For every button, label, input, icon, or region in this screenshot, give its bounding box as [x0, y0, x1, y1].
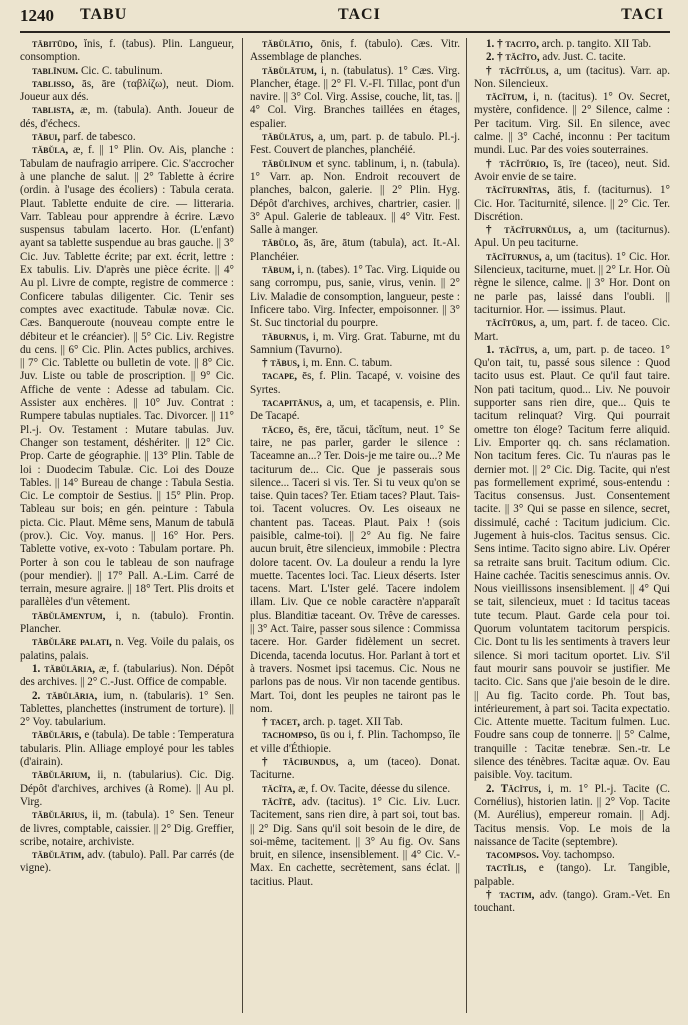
entry-headword: tăcĭturnus, — [486, 250, 542, 263]
entry-headword: tăbŭlātim, — [32, 849, 85, 862]
entry-headword: † tăcibundus, — [262, 756, 339, 769]
entry-definition: ūs ou i, f. Plin. Tachompso, île et ville d'Éthiopie. — [250, 729, 460, 755]
dictionary-entry — [250, 131, 460, 158]
entry-headword: tăcĭtē, — [262, 795, 296, 808]
entry-headword: tacompsos. — [486, 849, 539, 862]
entry-definition: a, um (taceo). Donat. Taciturne. — [250, 756, 460, 782]
guide-word-left: TABU — [80, 6, 128, 23]
entry-definition: arch. p. taget. XII Tab. — [302, 716, 403, 729]
entry-definition: adv. (tabulo). Pall. Par carrés (de vigne). — [20, 849, 234, 875]
guide-word-center: TACI — [338, 6, 381, 23]
dictionary-entry — [20, 131, 234, 144]
dictionary-entry — [20, 610, 234, 637]
entry-definition: i, n. (tacitus). 1° Ov. Secret, mystère, confidence. || 2° Silence, calme : Per tacitum. Virg. Sil. En silence, avec calme. || 3° Caché, inconnu : Per tacitum mundi. Luc. Par des voies souterraines. — [474, 91, 670, 157]
entry-headword: tacapitānus, — [262, 397, 322, 410]
column-left — [20, 38, 234, 1018]
entry-headword: tăbŭlārius, — [32, 809, 88, 822]
entry-definition: i, m. Virg. Grat. Taburne, mt du Samnium (Tavurno). — [250, 330, 460, 356]
entry-definition: n. Veg. Voile du palais, os palatins, palais. — [20, 636, 234, 662]
entry-definition: a, um (taciturnus). Apul. Un peu taciturne. — [474, 224, 670, 250]
dictionary-entry — [474, 251, 670, 317]
entry-headword: tablista, — [32, 104, 75, 117]
entry-definition: ēs, f. Plin. Tacapé, v. voisine des Syrtes. — [250, 370, 460, 396]
dictionary-entry — [20, 65, 234, 78]
entry-definition: ium, n. (tabularis). 1° Sen. Tablettes, planchettes (instrument de torture). || 2° Voy. tabularium. — [20, 689, 234, 729]
entry-definition: æ, m. (tabula). Anth. Joueur de dés, d'échecs. — [20, 104, 234, 130]
dictionary-entry — [250, 264, 460, 330]
dictionary-entry — [474, 344, 670, 783]
entry-definition: a, um, et tacapensis, e. Plin. De Tacapé. — [250, 397, 460, 423]
entry-headword: 2. † tăcĭto, — [486, 51, 540, 64]
dictionary-entry — [250, 716, 460, 729]
column-center — [250, 38, 460, 1018]
dictionary-entry — [250, 756, 460, 783]
page-header — [20, 6, 670, 32]
entry-headword: tăbŭlātus, — [262, 131, 314, 144]
entry-definition: æ, f. || 1° Plin. Ov. Ais, planche : Tabulam de naufragio arripere. Cic. S'accrocher à une planche de salut. || 2° Tablette à écrire (ordin. à l'usage des écoliers) : Tabula cerata. Plaut. Tablette enduite de cire. — litteraria. Varr. Tableau pour apprendre à écrire. Lævo suspensus tabulam lacerto. Hor. (L'enfant) ayant sa tablette suspendue au bras gauche. || 3° Cic. Juv. Tablette écrite; par ext. écrit, lettre : Ex tabulis. Liv. D'après une pièce écrite. || 4° Au pl. Livre de compte, registre de commerce : Conficere tabulas diligenter. Cic. Tenir ses comptes avec exactitude. Tabulæ novæ. Cic. Cæs. Banqueroute (nouveau compte entre le débiteur et le créancier). || 5° Cic. Liv. Registre du cens. || 6° Cic. Plin. Actes publics, archives. || 7° Cic. Tablette ou bulletin de vote. || 8° Cic. Juv. Liste ou table de proscription. || 9° Cic. Affiche de vente : Adesse ad tabulam. Cic. Assister aux enchères. || 10° Juv. Contrat : Rumpere tabulas nuptiales. Tac. Divorcer. || 11° Pl.-j. Ov. Testament : Mutare tabulas. Juv. Changer son testament, déshériter. || 12° Cic. Prop. Carte de géographie. || 13° Plin. Table de loi : Duodecim Tabulæ. Cic. Loi des Douze Tables. || 14° Bureau de change : Tabula Sestia. Cic. Le comptoir de Sestius. || 15° Plin. Prop. Tableau sur bois; en gén. peinture : Tabula picta. Cic. Plaut. Même sens, Manum de tabulā (prov.). Cic. Voy. manus. || 16° Hor. Pers. Tablette votive, ex-voto : Tabulam portare. Ph. Porter à son cou le tableau de son naufrage (pour mendier). || 17° Pall. A.-Lim. Carré de terrain, mesure agraire. || 18° Tert. Plis droits et parallèles d'un vêtement. — [20, 144, 234, 609]
entry-headword: 2. tăbŭlāria, — [32, 689, 98, 702]
header-rule — [20, 31, 670, 33]
entry-headword: tactĭlis, — [486, 862, 527, 875]
entry-headword: tăburnus, — [262, 330, 309, 343]
entry-headword: tăbŭlāris, — [32, 729, 82, 742]
dictionary-entry — [20, 809, 234, 849]
entry-headword: tābitūdo, — [32, 38, 78, 50]
entry-definition: a, um, part. p. de tabulo. Pl.-j. Fest. Couvert de planches, planchéié. — [250, 131, 460, 157]
entry-definition: ōnis, f. (tabulo). Cæs. Vitr. Assemblage de planches. — [250, 38, 460, 64]
entry-headword: 1. tăcĭtus, — [486, 343, 538, 356]
entry-definition: i, m. 1° Pl.-j. Tacite (C. Cornélius), historien latin. || 2° Vop. Tacite (M. Aurélius), empereur romain. || Adj. Tacitus mensis. Vop. Le mois de la naissance de Tacite (septembre). — [474, 782, 670, 848]
dictionary-entry — [20, 663, 234, 690]
entry-headword: tăceo, — [262, 423, 294, 436]
entry-definition: adv. Just. C. tacite. — [542, 51, 626, 64]
entry-definition: ātis, f. (taciturnus). 1° Cic. Hor. Taciturnité, silence. || 2° Cic. Ter. Discrétion. — [474, 184, 670, 223]
dictionary-entry — [250, 729, 460, 756]
entry-headword: tăbŭlātio, — [262, 38, 313, 50]
dictionary-entry — [250, 357, 460, 370]
entry-definition: e (tabula). De table : Temperatura tabularis. Plin. Alliage employé pour les tables (d'airain). — [20, 729, 234, 769]
dictionary-entry — [20, 729, 234, 769]
entry-headword: tachompso, — [262, 729, 317, 742]
entry-definition: ās, āre, ātum (tabula), act. It.-Al. Planchéier. — [250, 237, 460, 263]
entry-headword: tăbŭlātum, — [262, 64, 317, 77]
dictionary-entry — [250, 796, 460, 889]
entry-headword: tăcĭturnĭtas, — [486, 184, 550, 197]
entry-definition: adv. (tango). Gram.-Vet. En touchant. — [474, 889, 670, 915]
dictionary-entry — [474, 849, 670, 862]
entry-headword: tăbŭlīnum — [262, 157, 312, 170]
dictionary-entry — [20, 144, 234, 609]
entry-headword: tăbŭla, — [32, 144, 69, 157]
dictionary-entry — [474, 184, 670, 224]
dictionary-entry — [20, 78, 234, 105]
entry-definition: parf. de tabesco. — [62, 131, 136, 144]
dictionary-entry — [250, 331, 460, 358]
column-divider — [466, 38, 467, 1013]
entry-headword: † tăcĭturnŭlus, — [486, 224, 572, 237]
dictionary-entry — [250, 65, 460, 131]
dictionary-entry — [474, 224, 670, 251]
dictionary-entry — [250, 38, 460, 65]
dictionary-entry — [474, 158, 670, 185]
entry-definition: i, n. (tabes). 1° Tac. Virg. Liquide ou sang corrompu, pus, sanie, virus, venin. || 2° Liv. Maladie de consomption, langueur, peste : Inficere tabo. Virg. Infecter, empoisonner. || 3° St. Suc tinctorial du pourpre. — [250, 264, 460, 330]
entry-headword: tăbŭlo, — [262, 237, 299, 250]
entry-headword: † tăcĭtŭlus, — [486, 64, 549, 77]
dictionary-entry — [250, 158, 460, 238]
entry-definition: ēs, ēre, tăcui, tăcĭtum, neut. 1° Se taire, ne pas parler, garder le silence : Taceamne an...? Ter. Dois-je me taire ou...? Me taciturum de... Cic. Que je passerais sous silence... Taceri si vis. Ter. Si tu veux qu'on se taise. Quin taces? Ter. Etiam taces? Plaut. Tais-toi. Tacent volucres. Ov. Les oiseaux ne chantent pas. Taceas. Plaut. Paix ! (sois paisible, calme-toi). || 2° Au fig. Ne faire aucun bruit, être silencieux, immobile : Plectra dolore tacent. Ov. La douleur a rendu la lyre muette. Tacentes loci. Tac. Lieux déserts. Ister tacens. Mart. L'Ister gelé. Tacere indolem illam. Liv. Que ce noble caractère n'apparaît plus. Blanditiæ taceant. Ov. Trêve de caresses. || 3° Act. Taire, passer sous silence : Commissa tacere. Hor. Garder fidèlement un secret. Dicenda, tacenda locutus. Hor. Parlant à tort et à travers. Nosmet ipsi tacemus. Cic. Nous ne parlons pas de nous. Vir non tacende gentibus. Mart. Toi, dont les peuples ne tairont pas le nom. — [250, 423, 460, 715]
dictionary-entry — [474, 65, 670, 92]
entry-headword: † tacet, — [262, 716, 301, 729]
dictionary-entry — [474, 317, 670, 344]
dictionary-entry — [20, 636, 234, 663]
dictionary-entry — [250, 424, 460, 717]
entry-definition: æ, f. (tabularius). Non. Dépôt des archives. || 2° C.-Just. Office de compable. — [20, 662, 234, 689]
dictionary-entry — [474, 862, 670, 889]
dictionary-entry — [20, 769, 234, 809]
dictionary-entry — [20, 849, 234, 876]
entry-headword: 2. Tăcĭtus, — [486, 782, 542, 795]
entry-headword: tăbŭlārium, — [32, 769, 91, 782]
entry-definition: ās, āre (ταβλίζω), neut. Diom. Joueur aux dés. — [20, 77, 234, 104]
entry-headword: tablisso, — [32, 77, 75, 90]
entry-headword: † tăcĭtŭrio, — [486, 157, 549, 170]
entry-definition: arch. p. tangito. XII Tab. — [541, 38, 652, 50]
entry-definition: Cic. C. tabulinum. — [80, 64, 163, 77]
dictionary-entry — [20, 104, 234, 131]
entry-headword: † tactim, — [486, 889, 535, 901]
dictionary-entry — [250, 783, 460, 796]
entry-definition: ii, n. (tabularius). Cic. Dig. Dépôt d'archives, archives (à Rome). || Au pl. Virg. — [20, 769, 234, 808]
entry-definition: īs, īre (taceo), neut. Sid. Avoir envie de se taire. — [474, 157, 670, 183]
entry-headword: tābui, — [32, 131, 61, 144]
dictionary-entry — [474, 783, 670, 849]
dictionary-entry — [20, 38, 234, 65]
column-divider — [242, 38, 243, 1013]
entry-headword: 1. † tacito, — [486, 38, 540, 50]
entry-definition: a, um, part. p. de taceo. 1° Qu'on tait, tu, passé sous silence : Quod tacito usus est. Plaut. Ce qu'il faut taire. Non pati tacitum, quod... Liv. Ne pouvoir supporter sans rien dire, que... Quis te tacitum relinquat? Virg. Qui pourrait omettre ton éloge? Tacitum ferre aliquid. Liv. Emporter qq. ch. sans réclamation. Non tacitum feres. Cic. Tu n'auras pas le dernier mot. || 2° Cic. Dig. Tacite, qui n'est pas formellement exprimé, sous-entendu : Tacitus consensus. Just. Consentement tacite. || 3° Qui se passe en silence, secret, dissimulé, caché : Tacitum judicium. Cic. Jugement à huis-clos. Tacitus sensus. Cic. Sens intime. Tacito signo abire. Liv. Opérer sa retraite sans bruit. Tacitum odium. Cic. Haine cachée. Tacitis senescimus annis. Ov. Nous vieillissons insensiblement. || 4° Qui se tait, silencieux, muet : Id tacitus taceas tute tecum. Plaut. Garde cela pour toi. Quorum voluntatem tacitorum perspicis. Cic. Dont tu lis les sentiments à travers leur silence. Si mori tacitum oportet. Liv. S'il faut mourir sans pouvoir se justifier. Me tacito. Cic. Sans que j'aie besoin de le dire. || Au fig. Tacito corde. Ph. Tout bas, intérieurement, à part soi. Tacita expectatio. Cic. Attente muette. Tacitum fulmen. Luc. Foudre sans coup de tonnerre. || 5° Calme, tranquille : Tacitæ tenebræ. Sen.-tr. Le silence des ténèbres. Tacitæ aquæ. Ov. Eau paisible. Voy. tacitum. — [474, 343, 670, 782]
entry-definition: a, um (tacitus). 1° Cic. Hor. Silencieux, taciturne, muet. || 2° Lr. Hor. Où règne le silence, calme. || 3° Hor. Dont on ne parle pas, laissé dans l'oubli. || taciturnior. Hor. — issimus. Plaut. — [474, 250, 670, 316]
dictionary-entry — [474, 91, 670, 157]
entry-headword: tăcĭtūrus, — [486, 317, 536, 330]
dictionary-entry — [250, 370, 460, 397]
entry-headword: 1. tăbŭlāria, — [32, 662, 95, 675]
dictionary-entry — [474, 889, 670, 916]
dictionary-entry — [250, 397, 460, 424]
entry-headword: † tăbus, — [262, 357, 300, 370]
entry-definition: i, n. (tabulo). Frontin. Plancher. — [20, 609, 234, 636]
entry-definition: ii, m. (tabula). 1° Sen. Teneur de livres, comptable, caissier. || 2° Dig. Greffier, scribe, notaire, archiviste. — [20, 809, 234, 848]
entry-headword: tābŭlāre palati, — [32, 636, 112, 649]
entry-headword: tablīnum. — [32, 64, 79, 77]
dictionary-entry — [474, 38, 670, 51]
entry-definition: i, m. Enn. C. tabum. — [302, 357, 393, 370]
dictionary-entry — [474, 51, 670, 64]
entry-definition: a, um, part. f. de taceo. Cic. Mart. — [474, 317, 670, 343]
entry-headword: tăcĭta, — [262, 782, 296, 795]
dictionary-entry — [250, 237, 460, 264]
entry-definition: et sync. tablinum, i, n. (tabula). 1° Varr. ap. Non. Endroit recouvert de planches, balcon, galerie. || 2° Plin. Hyg. Dépôt d'archives, archives, chartrier, casier. || 3° Apul. Galerie de tableaux. || 4° Vitr. Fest. Salle à manger. — [250, 157, 460, 237]
entry-definition: i, n. (tabulatus). 1° Cæs. Virg. Plancher, étage. || 2° Fl. V.-Fl. Tillac, pont d'un navire. || 3° Col. Virg. Assise, couche, lit, tas. || 4° Col. Virg. Branches taillées en étages, espalier. — [250, 64, 460, 130]
entry-headword: tacape, — [262, 370, 298, 383]
entry-definition: ĭnis, f. (tabus). Plin. Langueur, consomption. — [20, 38, 234, 64]
entry-headword: tăbŭlāmentum, — [32, 609, 106, 622]
page-number: 1240 — [20, 6, 54, 25]
entry-definition: adv. (tacitus). 1° Cic. Liv. Lucr. Tacitement, sans rien dire, à part soi, tout bas. || 2° Dig. Sans qu'il soit besoin de le dire, de soi-même, tacitement. || 3° Au fig. Ov. Sans bruit, en silence, insensiblement. || 4° Cic. V.-Max. En cachette, secrètement, sans éclat. || tacitius. Plaut. — [250, 795, 460, 888]
entry-headword: tābum, — [262, 264, 295, 277]
dictionary-entry — [20, 690, 234, 730]
column-right — [474, 38, 670, 1018]
entry-definition: æ, f. Ov. Tacite, déesse du silence. — [298, 782, 451, 795]
entry-definition: a, um (tacitus). Varr. ap. Non. Silencieux. — [474, 64, 670, 90]
guide-word-right: TACI — [621, 6, 664, 23]
entry-definition: e (tango). Lr. Tangible, palpable. — [474, 862, 670, 888]
entry-headword: tăcĭtum, — [486, 91, 528, 104]
entry-definition: Voy. tachompso. — [541, 849, 615, 862]
